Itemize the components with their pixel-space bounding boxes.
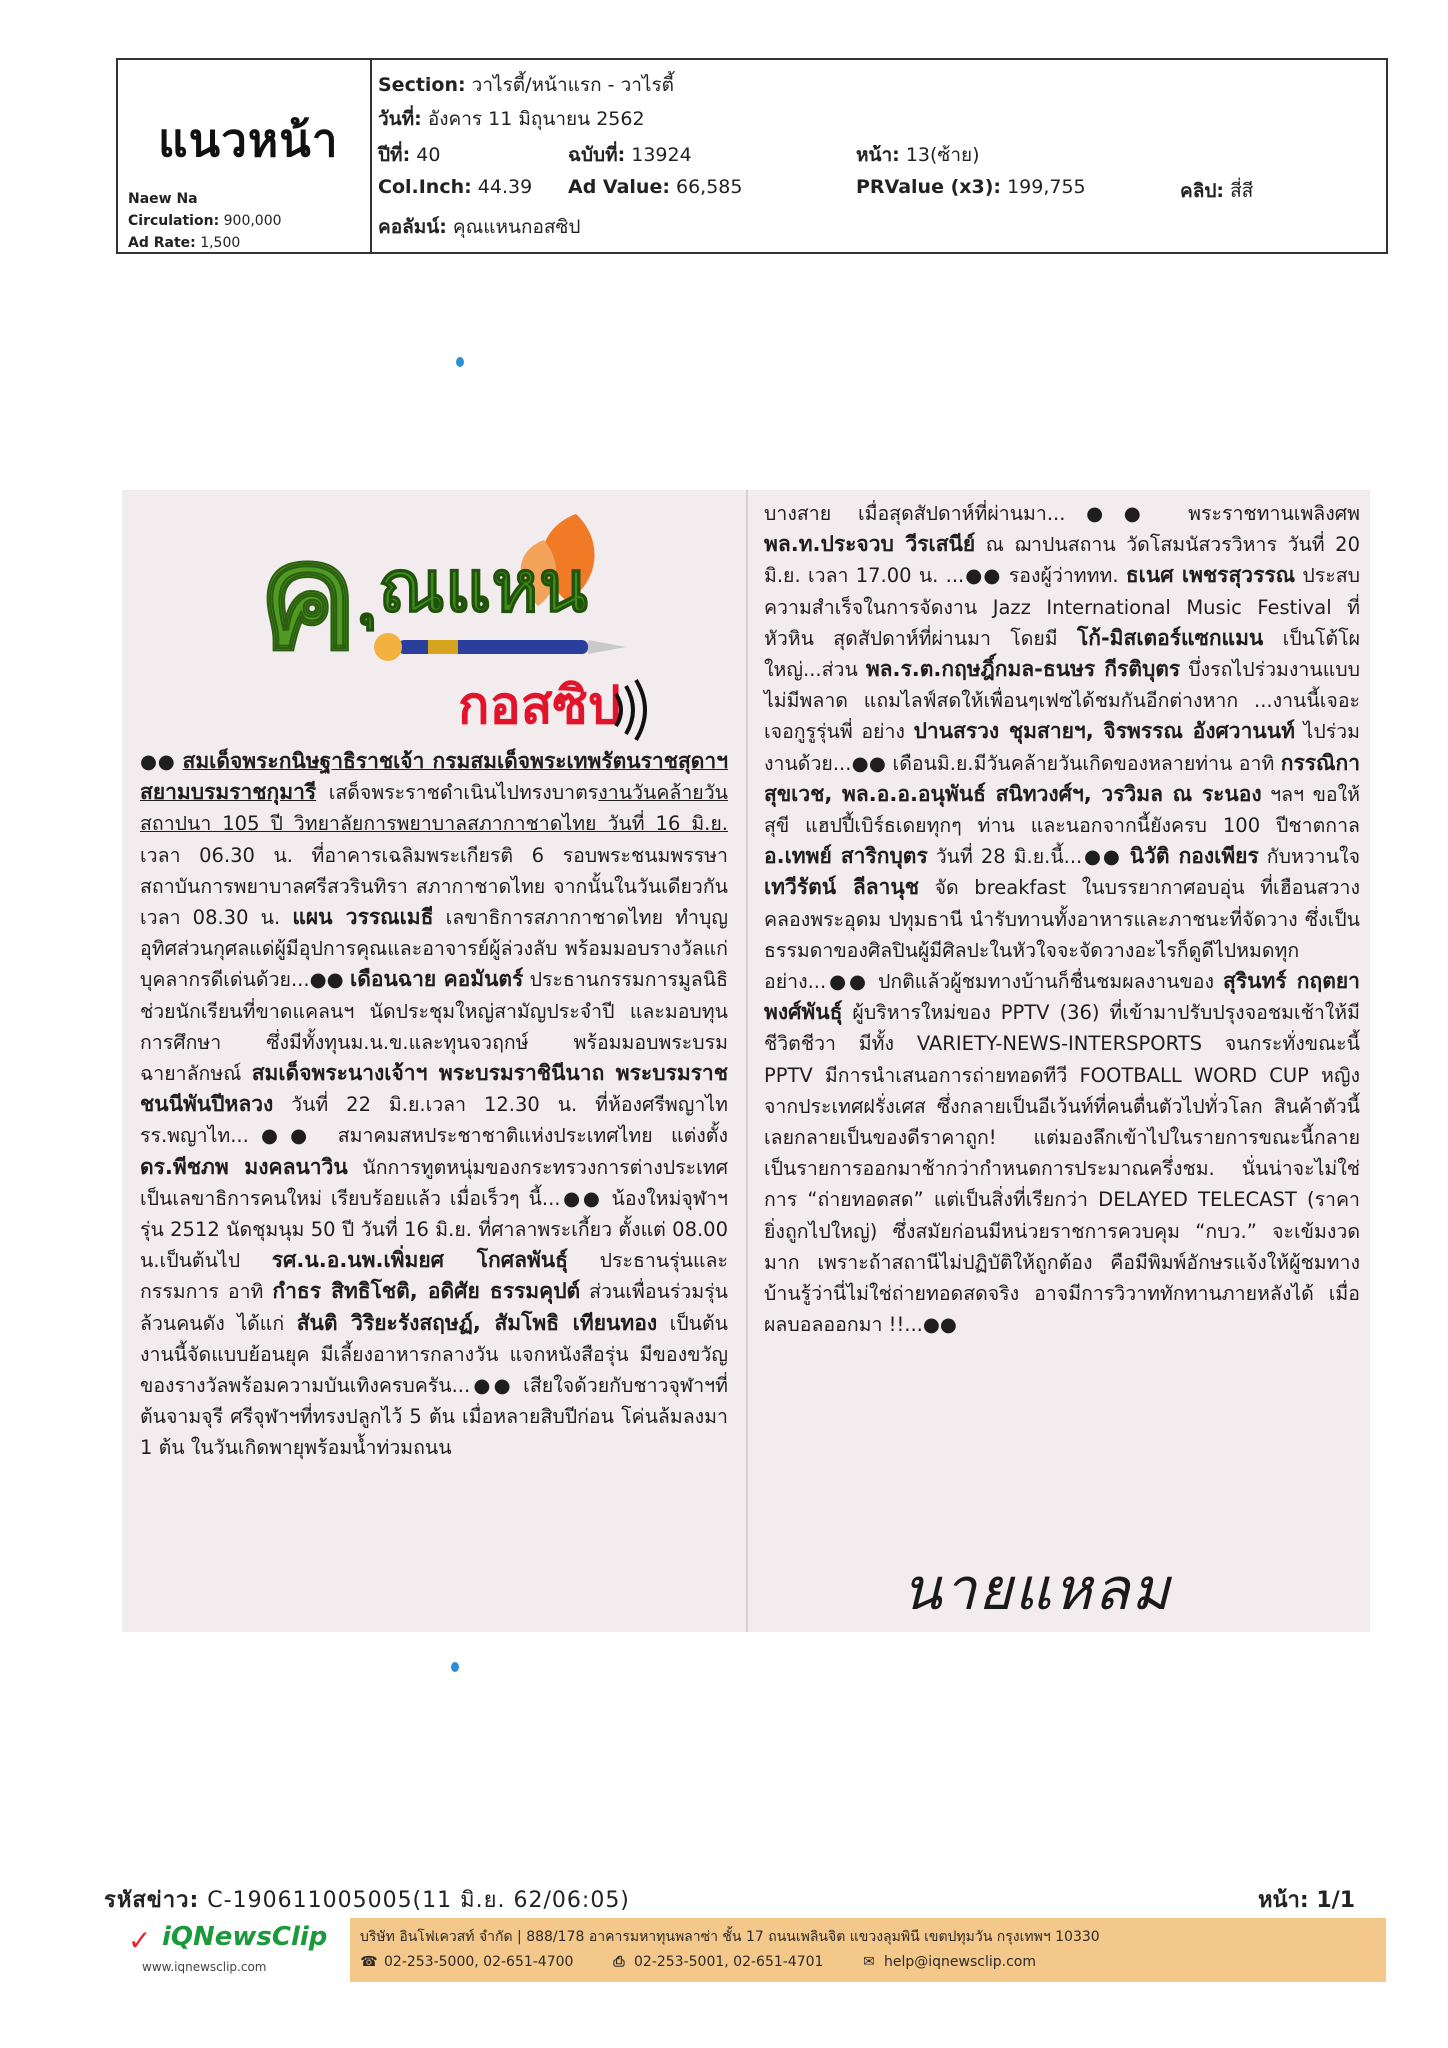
colinch-label: Col.Inch: [378,176,472,198]
person-name: เดือนฉาย คอมันตร์ [350,967,524,992]
person-name: ธเนศ เพชรสุวรรณ [1125,563,1296,588]
section-field [378,70,674,100]
fax-line [610,1954,823,1970]
news-code-value: C-190611005005(11 มิ.ย. 62/06:05) [207,1888,630,1913]
issue-field [568,140,692,170]
text-run: เลขาธิการสภากาชาดไทย ทำบุญอุทิศส่วนกุศลแด่ผู้มีอุปการคุณและอาจารย์ผู้ล่วงลับ พร้อมมอบรางวัลแก่บุคลากรดีเด่นด้วย...●● [140,906,728,992]
prvalue-label: PRValue (x3): [856,176,1002,198]
person-name: สมเด็จพระนางเจ้าฯ พระบรมราชินีนาถ พระบรมราชชนนีพันปีหลวง [140,1061,728,1117]
masthead-title: ุณแหน [378,544,588,628]
clip-label: คลิป: [1180,180,1225,202]
fax-number: 02-253-5001, 02-651-4701 [634,1954,824,1970]
clipping-header [116,58,1388,254]
publication-name: Naew Na [128,191,198,207]
person-name: อ.เทพย์ สาริกบุตร [764,844,928,869]
article-body-right [764,498,1360,1340]
ad-rate-value: 1,500 [200,235,241,251]
year-label: ปีที่: [378,144,411,166]
date-field [378,104,645,134]
text-run: ณ ฌาปนสถาน วัดโสมนัสวรวิหาร วันที่ 20 มิ.ย. เวลา 17.00 น. ...●● รองผู้ว่าททท. [764,533,1360,588]
person-name: สมเด็จพระกนิษฐาธิราชเจ้า กรมสมเด็จพระเทพรัตนราชสุดาฯ สยามบรมราชกุมารี [140,749,728,805]
person-name: พล.ท.ประจวบ วีรเสนีย์ [764,532,976,557]
ad-rate-label: Ad Rate: [128,235,196,251]
text-run: เสด็จพระราชดำเนินไปทรงบาตร [316,781,599,805]
column-divider [746,490,748,1632]
email-line [860,1954,1036,1970]
circulation-label: Circulation: [128,213,220,229]
person-name: นิวัติ กองเพียร [1129,844,1259,869]
prvalue-value: 199,755 [1007,176,1086,198]
colinch-value: 44.39 [477,176,533,198]
circulation-value: 900,000 [223,213,282,229]
sound-waves-icon [610,678,650,742]
phone-icon: ☎ [360,1954,378,1970]
advalue-field [568,176,742,198]
prvalue-field [856,176,1086,198]
article-column-right [752,490,1370,1632]
page-count-label: หน้า: [1258,1888,1309,1913]
blue-dot-mark [451,1662,459,1672]
year-value: 40 [416,144,441,166]
text-run: จัด breakfast ในบรรยากาศอบอุ่น ที่เฮือนสวาง คลองพระอุดม ปทุมธานี นำรับทานทั้งอาหารและภาชนะที่จัดวาง ซึ่งเป็นธรรมดาของศิลปินผู้มีศิลปะในหัวใจจะจัดวางอะไรก็ดูดีไปหมดทุกอย่าง...●● ปกติแล้วผู้ชมทางบ้านก็ชื่นชมผลงานของ [764,876,1360,994]
text-run: ●● [140,750,183,773]
page-label: หน้า: [856,144,900,166]
author-signature: นายแหลม [902,1555,1172,1623]
column-masthead [258,510,638,760]
text-run: ไปร่วมงานด้วย...●● เดือนมิ.ย.มีวันคล้ายวันเกิดของหลายท่าน อาทิ [764,720,1360,775]
text-run: ส่วนเพื่อนร่วมรุ่นล้วนคนดัง ได้แก่ [140,1280,729,1335]
brand-logo-icon: ✓ [128,1924,152,1957]
person-name: ปานสรวง ชุมสายฯ, จิรพรรณ อังศวานนท์ [913,719,1295,744]
person-name: ดร.พีชภพ มงคลนาวิน [140,1154,348,1179]
news-code-label: รหัสข่าว: [104,1888,200,1913]
person-name: โก้-มิสเตอร์แซกแมน [1076,625,1264,650]
text-run: เวลา 06.30 น. ที่อาคารเฉลิมพระเกียรติ 6 รอบพระชนมพรรษา สถาบันการพยาบาลศรีสวรินทิรา สภากาชาดไทย จากนั้นในวันเดียวกัน เวลา 08.30 น. [140,843,728,930]
section-label: Section: [378,74,466,96]
date-label: วันที่: [378,108,422,130]
person-name: พล.ร.ต.กฤษฎิ์กมล-ธนษร กีรติบุตร [865,657,1181,682]
masthead-gossip: กอสซิป [458,676,621,736]
advalue-value: 66,585 [675,176,743,198]
masthead-letter: ค [258,510,359,684]
brand-url: www.iqnewsclip.com [142,1960,267,1974]
column-value: คุณแหนกอสซิป [452,216,581,238]
fountain-pen-icon [368,628,628,668]
person-name: สุรินทร์ กฤตยาพงศ์พันธุ์ [764,969,1360,1025]
publication-info [128,188,282,254]
fax-icon: ⎙ [613,1954,625,1970]
article-column-left [122,490,744,1632]
page-count-value: 1/1 [1316,1888,1356,1913]
section-value: วาไรตี้/หน้าแรก - วาไรตี้ [471,74,675,96]
article-body-left [140,746,728,1464]
blue-dot-mark [456,357,464,367]
text-run: ประสบความสำเร็จในการจัดงาน Jazz International Music Festival ที่หัวหิน สุดสัปดาห์ที่ผ่านมา โดยมี [764,564,1361,650]
advalue-label: Ad Value: [568,176,670,198]
text-run: ฯลฯ ขอให้สุขี แฮปปี้เบิร์ธเดยทุกๆ ท่าน และนอกจากนี้ยังครบ 100 ปีชาตกาล [764,782,1360,838]
year-field [378,140,440,170]
publication-logo: แนวหน้า [158,113,339,167]
person-name: กรรณิกา สุขเวช, พล.อ.อ.อนุพันธ์ สนิทวงศ์ฯ, วรวิมล ณ ระนอง [764,750,1360,806]
colinch-field [378,176,532,198]
issue-label: ฉบับที่: [568,144,626,166]
page-count [1258,1882,1355,1917]
text-run: กับหวานใจ [1258,845,1360,869]
text-run: ประธานกรรมการมูลนิธิช่วยนักเรียนที่ขาดแคลนฯ นัดประชุมใหญ่สามัญประจำปี และมอบทุนการศึกษา ซึ่งมีทั้งทุนม.น.ข.และทุนจวฤกษ์ พร้อมมอบพระบรมฉายาลักษณ์ [140,968,728,1086]
text-run: เป็นต้น งานนี้จัดแบบย้อนยุค มีเลี้ยงอาหารกลางวัน แจกหนังสือรุ่น มีของขวัญ ของรางวัลพร้อมความบันเทิงครบครัน...●● เสียใจด้วยกับชาวจุฬาฯที่ต้นจามจุรี ศรีจุฬาฯที่ทรงปลูกไว้ 5 ต้น เมื่อหลายสิบปีก่อน โค่นล้มลงมา 1 ต้น ในวันเกิดพายุพร้อมน้ำท่วมถนน [140,1311,728,1460]
news-code [104,1882,630,1917]
person-name: กำธร สิทธิโชติ, อดิศัย ธรรมคุปต์ [272,1279,581,1304]
person-name: แผน วรรณเมธี [292,905,434,930]
text-run: บางสาย เมื่อสุดสัปดาห์ที่ผ่านมา...●● พระราชทานเพลิงศพ [764,502,1360,525]
column-label: คอลัมน์: [378,216,447,238]
text-run: ผู้บริหารใหม่ของ PPTV (36) ที่เข้ามาปรับปรุงจอชมเช้าให้มีชีวิตชีวา มีทั้ง VARIETY-NEWS-INTERSPORTS จนกระทั่งขณะนี้ PPTV มีการนำเสนอการถ่ายทอดทีวี FOOTBALL WORD CUP หญิง จากประเทศฝรั่งเศส ซึ่งกลายเป็นอีเว้นท์ที่คนตื่นตัวไปทั่วโลก สินค้าตัวนี้เลยกลายเป็นของดีราคาถูก! แต่มองลึกเข้าไปในรายการขณะนี้กลายเป็นรายการออกมาช้ากว่ากำหนดการประมาณครึ่งชม. นั่นน่าจะไม่ใช่การ “ถ่ายทอดสด” แต่เป็นสิ่งที่เรียกว่า DELAYED TELECAST (ราคายิ่งถูกไปใหญ่) ซึ่งสมัยก่อนมีหน่วยราชการควบคุม “กบว.” จะเข้มงวดมาก เพราะถ้าสถานีไม่ปฏิบัติให้ถูกต้อง คือมีพิมพ์อักษรแจ้งให้ผู้ชมทางบ้านรู้ว่านี่ไม่ใช่ถ่ายทอดสดจริง อาจมีการวิวาททักทานภายหลังได้ เมื่อผลบอลออกมา !!...●● [764,1001,1360,1337]
issue-value: 13924 [631,144,692,166]
text-run: เป็นโต้โผใหญ่...ส่วน [764,626,1360,682]
publication-panel [118,60,372,252]
clip-field [1180,176,1253,206]
column-field [378,212,581,242]
gossip-article [122,490,1370,1632]
email-icon: ✉ [863,1954,875,1970]
text-run: นักการทูตหนุ่มของกระทรวงการต่างประเทศ เป็นเลขาธิการคนใหม่ เรียบร้อยแล้ว เมื่อเร็วๆ นี้...●● น้องใหม่จุฬาฯรุ่น 2512 นัดชุมนุม 50 ปี วันที่ 16 มิ.ย. ที่ศาลาพระเกี้ยว ตั้งแต่ 08.00 น.เป็นต้นไป [140,1155,728,1273]
text-run: ประธานรุ่นและกรรมการ อาทิ [140,1249,728,1304]
person-name: สันติ วิริยะรังสฤษฏ์, สัมโพธิ เทียนทอง [296,1310,658,1335]
contact-bar [350,1918,1386,1982]
phone-line [360,1954,573,1970]
page-value: 13(ซ้าย) [905,144,980,166]
text-run: งานวันคล้ายวันสถาปนา 105 ปี วิทยาลัยการพยาบาลสภากาชาดไทย วันที่ 16 มิ.ย. [140,781,728,836]
text-run: วันที่ 22 มิ.ย.เวลา 12.30 น. ที่ห้องศรีพญาไท รร.พญาไท...●● สมาคมสหประชาชาติแห่งประเทศไทย แต่งตั้ง [140,1093,728,1148]
person-name: รศ.น.อ.นพ.เพิ่มยศ โกศลพันธุ์ [271,1248,568,1273]
company-line: บริษัท อินโฟเควสท์ จำกัด | 888/178 อาคารมหาทุนพลาซ่า ชั้น 17 ถนนเพลินจิต แขวงลุมพินี เขตปทุมวัน กรุงเทพฯ 10330 [360,1929,1100,1945]
page-field [856,140,980,170]
text-run: วันที่ 28 มิ.ย.นี้...●● [927,845,1130,869]
clip-value: สี่สี [1230,180,1254,202]
person-name: เทวีรัตน์ ลีลานุช [764,875,919,900]
text-run: บึ่งรถไปร่วมงานแบบไม่มีพลาด แถมไลฟ์สดให้เพื่อนๆเฟซได้ชมกันอีกต่างหาก ...งานนี้เจอะเจอกูรูรุ่นพี่ อย่าง [764,658,1361,744]
date-value: อังคาร 11 มิถุนายน 2562 [427,108,645,130]
phone-number: 02-253-5000, 02-651-4700 [384,1954,574,1970]
email-address[interactable]: help@iqnewsclip.com [884,1954,1036,1970]
brand-name: iQNewsClip [162,1922,328,1952]
